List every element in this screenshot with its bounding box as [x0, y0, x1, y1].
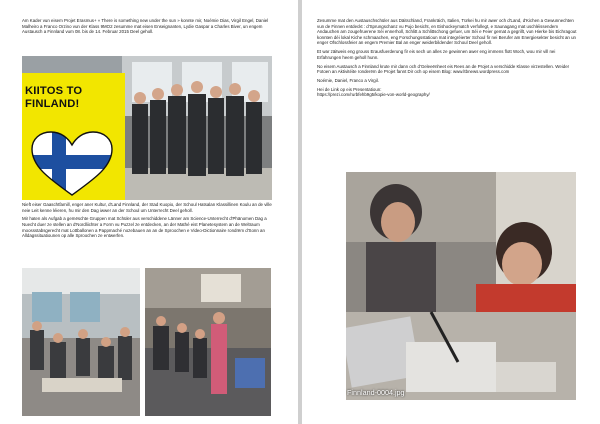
classroom-photo — [22, 268, 140, 416]
right-body-text — [317, 18, 579, 101]
body-paragraph-1: Nieft eiser Gaaschtfamill, enger aner Kultur, d'Land Finnland, der Stad Kuopio, der Schoul Hatsalan Klassillinen Koulu an de ville neie Leit kenne léieren, hu mir den Dag iwwer an der Schoul um Unterrecht Deel geholl. — [22, 202, 272, 213]
classroom-photo — [145, 268, 271, 416]
left-page — [0, 0, 298, 424]
presentation-link[interactable]: https://prezi.com/rurbfehb9g5/kopie-von-world-geography/ — [317, 92, 430, 98]
link-label: Hei de Link op eis Presentatioun: — [317, 86, 382, 92]
signature: Noémie, Daniel, Franco a Virgil. — [317, 77, 379, 83]
banner-title: KIITOS TO FINLAND! — [25, 85, 83, 110]
body-paragraph-2: Mir haten als Aufgab a gemëschte Gruppen mat Schüler aus verschiddene Länner am Science-Unterrecht d'Phänomen Dag a Nuecht duer ze stellen an d'Nordliichter a Form vu Puzzel ze entdecken, an der Mathé eist Planetesystem an de Weltraum moossstabsgerecht mat Lottballonen a Pappmaché nozebauen an an de Sproochen e Video-Dictionnaire rondrëm d'Sonn an Alldagssituatiounen op alle Sproochen ze entwerfen. — [22, 216, 267, 239]
right-paragraph-1: Zesumme mat den Austauschschüler aus Däitschland, Frankräich, Italien, Türkei hu mir awer och d'Land, d'Kichen a Gewunnechten vun de Finnen entdeckt : d'Sprungschanz vu Pujo besicht, en Eishockeymatch verfollegt, e Saunagang mat uschléissendem Andauchen am zougefruerene Séi ennerholl, Schlitt a Schlittschong gefuer, um Séi e Feier gemat a gegrillt, vun Hierke bis Eichragout konnten déi lokal Kiche schmaachen, eng Forschungsstatioun mat integréierter Schoul fir nei Berufer am Energiesekter besicht an un enger Ofschlossfeier an engem Premier Bal an enger weiderbildender Schoul Deel geholl. — [317, 18, 577, 46]
left-body-text — [22, 202, 274, 242]
finnish-flag-heart-icon — [30, 131, 114, 197]
students-working-photo — [346, 172, 576, 400]
group-photo — [22, 56, 272, 200]
intro-paragraph: Am Kader vun eisem Projet Erasmus+ « There is something new under the sun » konnte mir, Noémie Dias, Virgil Engel, Daniel Malheiro a Franco Orzino vun der Klass 9MO2 zesumme mat eisen Enseignanten, Lydie Gaspar a Charles Biver, un engem Austausch a Finnland vum 08. bis de 14. Februar 2015 Deel geholl. — [22, 18, 269, 35]
right-paragraph-2: Et war zäitweis eng grouss Erausfuerderung fir eis sech un alles ze gewinnen awer eng immens flott Woch, wou mir vill nei Erfahrungen heem geholl hunn. — [317, 49, 556, 60]
photo-caption: Finnland-0004.jpg — [347, 388, 405, 397]
right-page — [302, 0, 600, 424]
kiitos-banner — [22, 73, 125, 200]
right-paragraph-3: No eisem Austausch a Finnland krute mir dann och d'Geleeënheet eis Rees an de Projet a verschidde Klasse virzestellen. Weider Fotoen an Aktivitéite ronderëm de Projet fannt Dir och op eisem Blog: www.ltbnews.wordpress.com — [317, 63, 570, 75]
